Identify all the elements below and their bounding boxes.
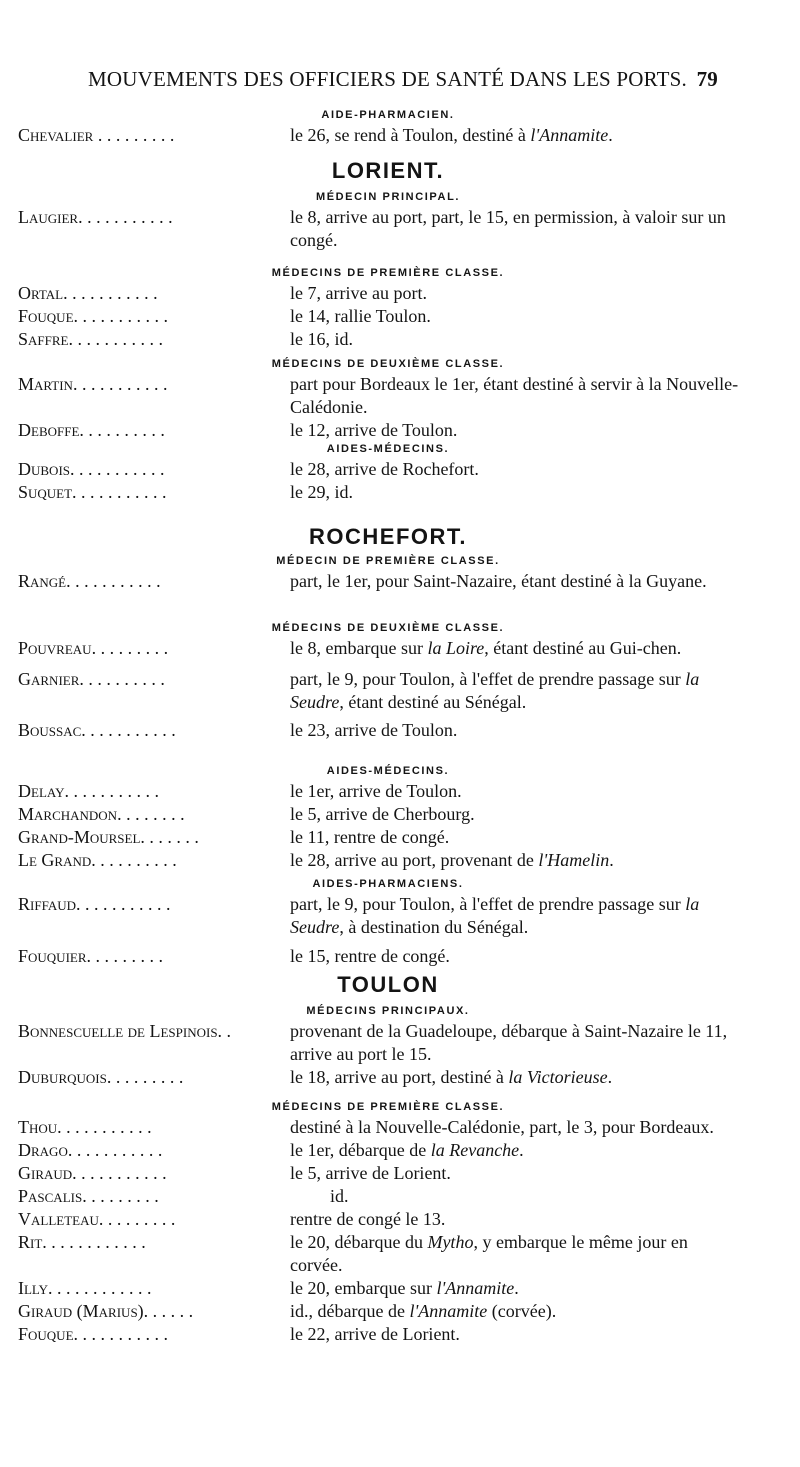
- section-aides-medecins: [18, 762, 748, 872]
- officer-name: Fouque. . . . . . . . . . .: [18, 306, 169, 326]
- entry: [18, 1139, 748, 1162]
- port-heading-toulon: [18, 970, 748, 1000]
- section-heading: MÉDECIN DE PREMIÈRE CLASSE.: [276, 555, 500, 567]
- port-title: LORIENT.: [331, 158, 445, 183]
- entry-text: rentre de congé le 13.: [290, 1209, 446, 1229]
- entry-text: le 5, arrive de Cherbourg.: [290, 804, 475, 824]
- section-heading: MÉDECINS PRINCIPAUX.: [306, 1005, 470, 1017]
- section-aides-medecins: [18, 440, 748, 504]
- entry-text: le 20, débarque du Mytho, y embarque le même jour en corvée.: [290, 1232, 688, 1275]
- entry-text: le 15, rentre de congé.: [290, 946, 450, 966]
- section-aides-pharmaciens: [18, 875, 748, 968]
- entry: [18, 826, 748, 849]
- officer-name: Rangé. . . . . . . . . . .: [18, 571, 161, 591]
- officer-name: Fouquier. . . . . . . . .: [18, 946, 164, 966]
- page-number: 79: [696, 67, 718, 91]
- entry: [18, 1231, 748, 1277]
- entry: [18, 1020, 748, 1066]
- entry: [18, 305, 748, 328]
- entry-text: le 28, arrive de Rochefort.: [290, 459, 479, 479]
- port-title: ROCHEFORT.: [309, 524, 467, 549]
- entry: [18, 1323, 748, 1346]
- officer-name: Bonnescuelle de Lespinois. .: [18, 1021, 232, 1041]
- entry-text: le 11, rentre de congé.: [290, 827, 450, 847]
- entry-text: le 26, se rend à Toulon, destiné à l'Annamite.: [290, 125, 613, 145]
- entry: [18, 637, 748, 660]
- officer-name: Chevalier . . . . . . . . .: [18, 125, 175, 145]
- section-heading: AIDES-MÉDECINS.: [326, 765, 450, 777]
- entry-text: le 18, arrive au port, destiné à la Victorieuse.: [290, 1067, 613, 1087]
- entry: [18, 719, 748, 742]
- entry: [18, 419, 748, 442]
- entry-text: le 14, rallie Toulon.: [290, 306, 431, 326]
- entry-text: part, le 1er, pour Saint-Nazaire, étant destiné à la Guyane.: [290, 571, 707, 591]
- entry-text: le 12, arrive de Toulon.: [290, 420, 458, 440]
- entry: [18, 1300, 748, 1323]
- officer-name: Ortal. . . . . . . . . . .: [18, 283, 158, 303]
- section-medecin-principal: [18, 188, 748, 252]
- entry: [18, 893, 748, 939]
- running-header: [88, 62, 718, 96]
- officer-name: Rit. . . . . . . . . . . .: [18, 1232, 146, 1252]
- entry: [18, 124, 748, 147]
- entry-text: le 22, arrive de Lorient.: [290, 1324, 460, 1344]
- entry-text: le 28, arrive au port, provenant de l'Hamelin.: [290, 850, 614, 870]
- section-medecins-premiere-classe: [18, 264, 748, 351]
- entry: [18, 1066, 748, 1089]
- entry-text: provenant de la Guadeloupe, débarque à Saint-Nazaire le 11, arrive au port le 15.: [290, 1021, 728, 1064]
- section-medecins-deuxieme-classe: [18, 619, 748, 742]
- entry: [18, 328, 748, 351]
- entry: [18, 668, 748, 714]
- port-title: TOULON: [337, 972, 439, 997]
- section-heading: MÉDECINS DE PREMIÈRE CLASSE.: [271, 267, 505, 279]
- officer-name: Giraud. . . . . . . . . . .: [18, 1163, 167, 1183]
- officer-name: Giraud (Marius). . . . . .: [18, 1301, 194, 1321]
- entry-text: le 8, arrive au port, part, le 15, en permission, à valoir sur un congé.: [290, 207, 726, 250]
- officer-name: Le Grand. . . . . . . . . .: [18, 850, 177, 870]
- entry: [18, 458, 748, 481]
- officer-name: Garnier. . . . . . . . . .: [18, 669, 165, 689]
- officer-name: Laugier. . . . . . . . . . .: [18, 207, 173, 227]
- officer-name: Riffaud. . . . . . . . . . .: [18, 894, 171, 914]
- officer-name: Fouque. . . . . . . . . . .: [18, 1324, 169, 1344]
- section-aide-pharmacien: [18, 106, 748, 147]
- officer-name: Pouvreau. . . . . . . . .: [18, 638, 169, 658]
- officer-name: Grand-Moursel. . . . . . .: [18, 827, 199, 847]
- entry: [18, 282, 748, 305]
- port-heading-lorient: [18, 156, 748, 186]
- entry-text: part, le 9, pour Toulon, à l'effet de prendre passage sur la Seudre, à destination du Sénégal.: [290, 894, 700, 937]
- entry-text: part, le 9, pour Toulon, à l'effet de prendre passage sur la Seudre, étant destiné au Sénégal.: [290, 669, 700, 712]
- entry: [18, 1277, 748, 1300]
- section-medecin-premiere-classe: [18, 552, 748, 593]
- officer-name: Pascalis. . . . . . . . .: [18, 1186, 159, 1206]
- entry: [18, 1185, 748, 1208]
- entry: [18, 803, 748, 826]
- section-heading: AIDE-PHARMACIEN.: [321, 109, 455, 121]
- entry-text: id.: [330, 1186, 349, 1206]
- entry-text: le 23, arrive de Toulon.: [290, 720, 458, 740]
- entry: [18, 481, 748, 504]
- officer-name: Boussac. . . . . . . . . . .: [18, 720, 176, 740]
- entry: [18, 945, 748, 968]
- section-heading: MÉDECIN PRINCIPAL.: [315, 191, 461, 203]
- entry-text: le 16, id.: [290, 329, 353, 349]
- entry: [18, 570, 748, 593]
- section-heading: MÉDECINS DE DEUXIÈME CLASSE.: [271, 622, 505, 634]
- officer-name: Delay. . . . . . . . . . .: [18, 781, 159, 801]
- entry-text: destiné à la Nouvelle-Calédonie, part, le 3, pour Bordeaux.: [290, 1117, 714, 1137]
- officer-name: Duburquois. . . . . . . . .: [18, 1067, 184, 1087]
- header-title: MOUVEMENTS DES OFFICIERS DE SANTÉ DANS LES PORTS.: [88, 67, 687, 91]
- port-heading-rochefort: [18, 522, 748, 552]
- entry: [18, 206, 748, 252]
- entry-text: le 1er, débarque de la Revanche.: [290, 1140, 524, 1160]
- officer-name: Drago. . . . . . . . . . .: [18, 1140, 163, 1160]
- entry: [18, 1116, 748, 1139]
- section-medecins-principaux: [18, 1002, 748, 1089]
- section-heading: AIDES-MÉDECINS.: [326, 443, 450, 455]
- section-medecins-deuxieme-classe: [18, 355, 748, 442]
- entry-text: le 1er, arrive de Toulon.: [290, 781, 462, 801]
- officer-name: Dubois. . . . . . . . . . .: [18, 459, 165, 479]
- entry-text: le 29, id.: [290, 482, 353, 502]
- officer-name: Marchandon. . . . . . . .: [18, 804, 185, 824]
- entry: [18, 1162, 748, 1185]
- entry: [18, 1208, 748, 1231]
- officer-name: Martin. . . . . . . . . . .: [18, 374, 168, 394]
- entry-text: id., débarque de l'Annamite (corvée).: [290, 1301, 557, 1321]
- section-heading: AIDES-PHARMACIENS.: [312, 878, 464, 890]
- entry-text: le 5, arrive de Lorient.: [290, 1163, 451, 1183]
- officer-name: Illy. . . . . . . . . . . .: [18, 1278, 152, 1298]
- officer-name: Valleteau. . . . . . . . .: [18, 1209, 176, 1229]
- officer-name: Deboffe. . . . . . . . . .: [18, 420, 165, 440]
- section-medecins-premiere-classe: [18, 1098, 748, 1346]
- section-heading: MÉDECINS DE DEUXIÈME CLASSE.: [271, 358, 505, 370]
- officer-name: Suquet. . . . . . . . . . .: [18, 482, 167, 502]
- entry-text: part pour Bordeaux le 1er, étant destiné à servir à la Nouvelle-Calédonie.: [290, 374, 739, 417]
- entry-text: le 20, embarque sur l'Annamite.: [290, 1278, 519, 1298]
- entry: [18, 373, 748, 419]
- entry-text: le 7, arrive au port.: [290, 283, 427, 303]
- entry: [18, 849, 748, 872]
- entry-text: le 8, embarque sur la Loire, étant destiné au Gui-chen.: [290, 638, 682, 658]
- officer-name: Saffre. . . . . . . . . . .: [18, 329, 163, 349]
- officer-name: Thou. . . . . . . . . . .: [18, 1117, 152, 1137]
- section-heading: MÉDECINS DE PREMIÈRE CLASSE.: [271, 1101, 505, 1113]
- entry: [18, 780, 748, 803]
